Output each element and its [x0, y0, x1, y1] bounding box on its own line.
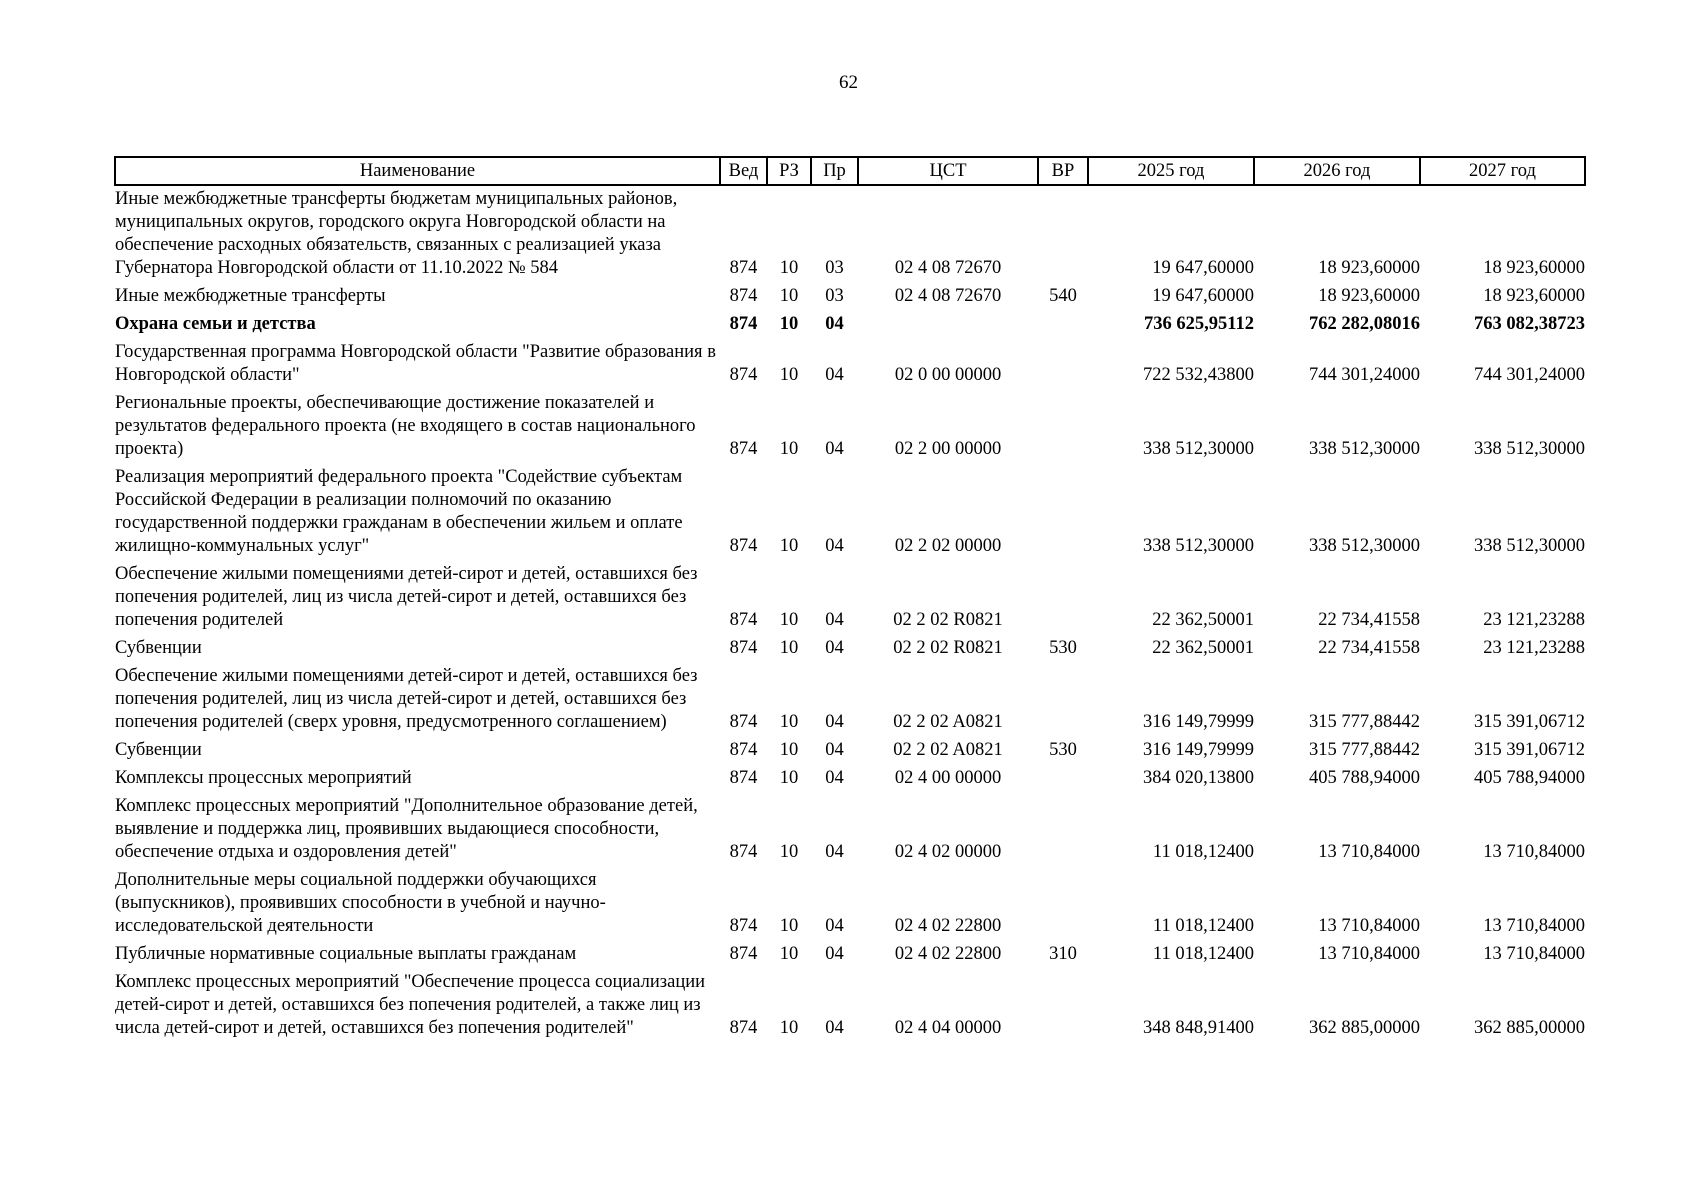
- cell-cst: [858, 311, 1038, 339]
- cell-ved: 874: [729, 1018, 758, 1038]
- cell-name: Региональные проекты, обеспечивающие достижение показателей и результатов федерального проекта (не входящего в состав национального проекта): [115, 393, 696, 459]
- cell-2025: 348 848,91400: [1143, 1018, 1254, 1038]
- cell-cst: 02 4 02 00000: [894, 842, 1002, 862]
- header-2025: 2025 год: [1088, 157, 1254, 185]
- cell-name: Комплекс процессных мероприятий "Дополнительное образование детей, выявление и поддержка лиц, проявивших выдающиеся способности, обеспечение отдыха и оздоровления детей": [115, 796, 698, 862]
- cell-vr: [1038, 390, 1088, 464]
- cell-vr: [1038, 339, 1088, 390]
- cell-pr: 04: [825, 768, 844, 788]
- cell-cst: 02 4 08 72670: [894, 286, 1002, 306]
- table-row: [115, 969, 1585, 1043]
- cell-2027: 23 121,23288: [1483, 638, 1585, 658]
- cell-ved: 874: [729, 439, 758, 459]
- cell-2025: 736 625,95112: [1144, 314, 1254, 334]
- table-row: [115, 185, 1585, 283]
- cell-cst: 02 2 00 00000: [894, 439, 1002, 459]
- table-row: [115, 737, 1585, 765]
- cell-name: Субвенции: [115, 638, 202, 658]
- cell-rz: 10: [779, 258, 799, 278]
- cell-rz: 10: [779, 740, 799, 760]
- cell-ved: 874: [729, 536, 758, 556]
- cell-pr: 04: [825, 536, 844, 556]
- cell-rz: 10: [779, 286, 799, 306]
- cell-ved: 874: [729, 286, 758, 306]
- cell-pr: 04: [825, 712, 844, 732]
- cell-pr: 04: [825, 842, 844, 862]
- cell-pr: 04: [825, 740, 844, 760]
- cell-2026: 13 710,84000: [1318, 944, 1420, 964]
- cell-vr: [1038, 969, 1088, 1043]
- cell-vr: [1038, 765, 1088, 793]
- cell-cst: 02 2 02 00000: [894, 536, 1002, 556]
- cell-rz: 10: [779, 536, 799, 556]
- cell-pr: 04: [825, 439, 844, 459]
- cell-rz: 10: [779, 439, 799, 459]
- cell-2026: 362 885,00000: [1309, 1018, 1420, 1038]
- cell-rz: 10: [779, 712, 799, 732]
- cell-2026: 18 923,60000: [1318, 258, 1420, 278]
- cell-vr: 530: [1049, 740, 1077, 760]
- cell-cst: 02 4 04 00000: [894, 1018, 1002, 1038]
- cell-rz: 10: [779, 1018, 799, 1038]
- cell-2026: 13 710,84000: [1318, 842, 1420, 862]
- cell-cst: 02 0 00 00000: [894, 365, 1002, 385]
- cell-2025: 19 647,60000: [1152, 258, 1254, 278]
- cell-rz: 10: [779, 610, 799, 630]
- cell-2027: 18 923,60000: [1483, 286, 1585, 306]
- table-row: [115, 765, 1585, 793]
- cell-vr: [1038, 561, 1088, 635]
- cell-ved: 874: [729, 768, 758, 788]
- cell-vr: 530: [1049, 638, 1077, 658]
- cell-ved: 874: [729, 314, 758, 334]
- cell-name: Публичные нормативные социальные выплаты гражданам: [115, 944, 577, 964]
- header-pr: Пр: [811, 157, 858, 185]
- cell-2025: 22 362,50001: [1152, 638, 1254, 658]
- cell-2027: 405 788,94000: [1474, 768, 1585, 788]
- cell-vr: [1038, 793, 1088, 867]
- cell-2026: 338 512,30000: [1309, 536, 1420, 556]
- cell-ved: 874: [729, 916, 758, 936]
- cell-2025: 22 362,50001: [1152, 610, 1254, 630]
- cell-cst: 02 4 02 22800: [894, 944, 1002, 964]
- cell-name: Иные межбюджетные трансферты: [115, 286, 386, 306]
- cell-ved: 874: [729, 258, 758, 278]
- cell-2026: 18 923,60000: [1318, 286, 1420, 306]
- cell-name: Комплексы процессных мероприятий: [115, 768, 412, 788]
- table-row: [115, 390, 1585, 464]
- cell-pr: 04: [825, 314, 844, 334]
- table-row: [115, 339, 1585, 390]
- cell-pr: 04: [825, 916, 844, 936]
- cell-cst: 02 2 02 A0821: [893, 712, 1003, 732]
- cell-2026: 13 710,84000: [1318, 916, 1420, 936]
- cell-cst: 02 4 00 00000: [894, 768, 1002, 788]
- table-row: [115, 793, 1585, 867]
- header-ved: Вед: [720, 157, 767, 185]
- cell-2025: 19 647,60000: [1152, 286, 1254, 306]
- cell-2025: 316 149,79999: [1143, 740, 1254, 760]
- cell-2026: 22 734,41558: [1318, 638, 1420, 658]
- cell-2026: 405 788,94000: [1309, 768, 1420, 788]
- cell-cst: 02 4 02 22800: [894, 916, 1002, 936]
- cell-name: Иные межбюджетные трансферты бюджетам муниципальных районов, муниципальных округов, городского округа Новгородской области на обеспечение расходных обязательств, связанных с реализацией указа Губернатора Новгородской области от 11.10.2022 № 584: [115, 189, 678, 278]
- cell-ved: 874: [729, 712, 758, 732]
- cell-2025: 384 020,13800: [1143, 768, 1254, 788]
- cell-vr: [1038, 185, 1088, 283]
- cell-ved: 874: [729, 944, 758, 964]
- cell-pr: 04: [825, 638, 844, 658]
- table-body: [115, 185, 1585, 1043]
- table-row: [115, 283, 1585, 311]
- cell-2027: 13 710,84000: [1483, 944, 1585, 964]
- cell-vr: [1038, 867, 1088, 941]
- table-row: [115, 635, 1585, 663]
- table-row: [115, 663, 1585, 737]
- cell-2027: 18 923,60000: [1483, 258, 1585, 278]
- header-vr: ВР: [1038, 157, 1088, 185]
- cell-rz: 10: [779, 365, 799, 385]
- cell-vr: [1038, 663, 1088, 737]
- cell-2027: 338 512,30000: [1474, 439, 1585, 459]
- cell-pr: 04: [825, 365, 844, 385]
- cell-2027: 13 710,84000: [1483, 842, 1585, 862]
- cell-2025: 11 018,12400: [1152, 842, 1254, 862]
- header-name: Наименование: [115, 157, 720, 185]
- cell-2026: 338 512,30000: [1309, 439, 1420, 459]
- cell-cst: 02 4 08 72670: [894, 258, 1002, 278]
- cell-name: Обеспечение жилыми помещениями детей-сирот и детей, оставшихся без попечения родителей, лиц из числа детей-сирот и детей, оставшихся без попечения родителей: [115, 564, 698, 630]
- cell-2026: 744 301,24000: [1309, 365, 1420, 385]
- cell-ved: 874: [729, 638, 758, 658]
- cell-ved: 874: [729, 610, 758, 630]
- cell-2025: 722 532,43800: [1143, 365, 1254, 385]
- cell-rz: 10: [779, 842, 799, 862]
- cell-vr: [1038, 464, 1088, 561]
- cell-2027: 338 512,30000: [1474, 536, 1585, 556]
- cell-name: Государственная программа Новгородской области "Развитие образования в Новгородской области": [115, 342, 716, 385]
- cell-2027: 23 121,23288: [1483, 610, 1585, 630]
- cell-pr: 04: [825, 1018, 844, 1038]
- cell-vr: 540: [1049, 286, 1077, 306]
- cell-2027: 315 391,06712: [1474, 712, 1585, 732]
- table-header-row: [115, 157, 1585, 185]
- cell-pr: 04: [825, 610, 844, 630]
- cell-pr: 03: [825, 258, 844, 278]
- cell-cst: 02 2 02 R0821: [893, 610, 1003, 630]
- cell-2027: 13 710,84000: [1483, 916, 1585, 936]
- cell-2027: 362 885,00000: [1474, 1018, 1585, 1038]
- cell-2025: 338 512,30000: [1143, 536, 1254, 556]
- header-2026: 2026 год: [1254, 157, 1420, 185]
- cell-name: Дополнительные меры социальной поддержки обучающихся (выпускников), проявивших способности в учебной и научно-исследовательской деятельности: [115, 870, 606, 936]
- cell-name: Комплекс процессных мероприятий "Обеспечение процесса социализации детей-сирот и детей, оставшихся без попечения родителей, а также лиц из числа детей-сирот и детей, оставшихся без попечения родителей": [115, 972, 706, 1038]
- cell-name: Реализация мероприятий федерального проекта "Содействие субъектам Российской Федерации в реализации полномочий по оказанию государственной поддержки гражданам в обеспечении жильем и оплате жилищно-коммунальных услуг": [115, 467, 683, 556]
- table-row: [115, 311, 1585, 339]
- cell-pr: 03: [825, 286, 844, 306]
- cell-cst: 02 2 02 R0821: [893, 638, 1003, 658]
- cell-ved: 874: [729, 842, 758, 862]
- cell-name: Охрана семьи и детства: [115, 314, 316, 334]
- cell-2027: 744 301,24000: [1474, 365, 1585, 385]
- budget-table: [114, 156, 1586, 1043]
- cell-name: Субвенции: [115, 740, 202, 760]
- header-2027: 2027 год: [1420, 157, 1585, 185]
- header-rz: РЗ: [767, 157, 811, 185]
- cell-pr: 04: [825, 944, 844, 964]
- cell-2027: 763 082,38723: [1474, 314, 1585, 334]
- cell-rz: 10: [779, 314, 799, 334]
- table-row: [115, 561, 1585, 635]
- cell-2025: 338 512,30000: [1143, 439, 1254, 459]
- cell-2026: 315 777,88442: [1309, 740, 1420, 760]
- cell-2026: 22 734,41558: [1318, 610, 1420, 630]
- cell-2025: 11 018,12400: [1152, 916, 1254, 936]
- table-row: [115, 867, 1585, 941]
- page-number: 62: [839, 72, 858, 93]
- cell-ved: 874: [729, 740, 758, 760]
- cell-vr: [1038, 311, 1088, 339]
- cell-vr: 310: [1049, 944, 1077, 964]
- cell-rz: 10: [779, 768, 799, 788]
- cell-rz: 10: [779, 638, 799, 658]
- cell-2026: 762 282,08016: [1309, 314, 1420, 334]
- table-row: [115, 464, 1585, 561]
- cell-2027: 315 391,06712: [1474, 740, 1585, 760]
- cell-2025: 11 018,12400: [1152, 944, 1254, 964]
- cell-rz: 10: [779, 916, 799, 936]
- cell-rz: 10: [779, 944, 799, 964]
- cell-2026: 315 777,88442: [1309, 712, 1420, 732]
- cell-2025: 316 149,79999: [1143, 712, 1254, 732]
- cell-name: Обеспечение жилыми помещениями детей-сирот и детей, оставшихся без попечения родителей, лиц из числа детей-сирот и детей, оставшихся без попечения родителей (сверх уровня, предусмотренного соглашением): [115, 666, 698, 732]
- cell-cst: 02 2 02 A0821: [893, 740, 1003, 760]
- header-cst: ЦСТ: [858, 157, 1038, 185]
- cell-ved: 874: [729, 365, 758, 385]
- table-row: [115, 941, 1585, 969]
